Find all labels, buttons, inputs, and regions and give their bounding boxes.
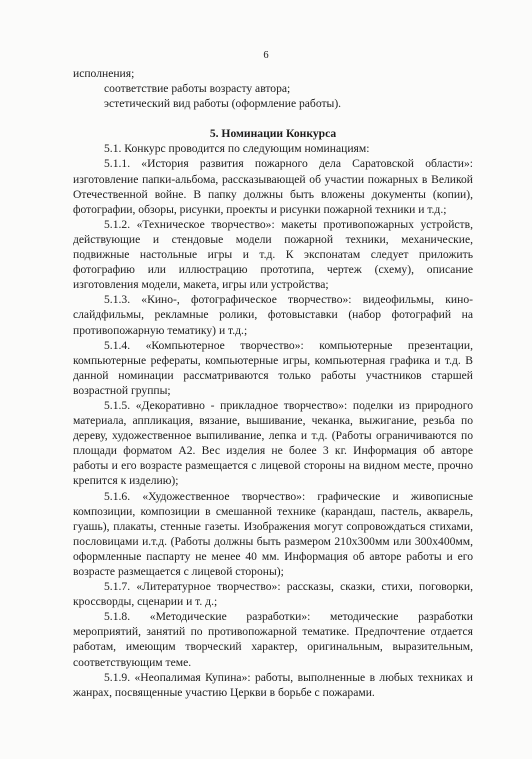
paragraph-5-1-6: 5.1.6. «Художественное творчество»: графические и живописные композиции, композиции в смешанной технике (карандаш, пастель, акварель, гуашь), плакаты, стенные газеты. Изображения могут сопровождаться стихами, пословицами и.т.д. (Работы должны быть размером 210х300мм или 300х400мм, оформленные паспарту не менее 40 мм. Информация об авторе работы и его возрасте размещается с лицевой стороны); — [73, 489, 473, 578]
page-number: 6 — [263, 50, 269, 61]
paragraph-5-1-4: 5.1.4. «Компьютерное творчество»: компьютерные презентации, компьютерные рефераты, компьютерные игры, компьютерная графика и т.д. В данной номинации рассматриваются только работы участников старшей возрастной группы; — [73, 338, 473, 397]
section-title: 5. Номинации Конкурса — [209, 127, 337, 141]
paragraph-5-1: 5.1. Конкурс проводится по следующим номинациям: — [104, 142, 370, 156]
paragraph-5-1-1: 5.1.1. «История развития пожарного дела Саратовской области»: изготовление папки-альбома, рассказывающей об участии пожарных в Великой Отечественной войне. В папку должны быть вложены документы (копии), фотографии, обзоры, рисунки, проекты и рисунки пожарной техники и т.д.; — [73, 157, 473, 216]
paragraph-5-1-3: 5.1.3. «Кино-, фотографическое творчество»: видеофильмы, кино-слайдфильмы, рекламные ролики, фотовыставки (набор фотографий на противопожарную тематику) и т.д.; — [73, 293, 473, 337]
paragraph-5-1-5: 5.1.5. «Декоративно - прикладное творчество»: поделки из природного материала, аппликация, вязание, вышивание, чеканка, выжигание, резьба по дереву, художественное выпиливание, лепка и т.д. (Работы ограничиваются по площади форматом А2. Вес изделия не более 3 кг. Информация об авторе работы и его возрасте размещается с лицевой стороны на видном месте, прочно крепится к изделию); — [73, 398, 473, 488]
intro-line: эстетический вид работы (оформление работы). — [104, 97, 342, 111]
paragraph-5-1-7: 5.1.7. «Литературное творчество»: рассказы, сказки, стихи, поговорки, кроссворды, сценарии и т. д.; — [73, 580, 473, 609]
paragraph-5-1-2: 5.1.2. «Техническое творчество»: макеты противопожарных устройств, действующие и стендовые модели пожарной техники, механические, подвижные настольные игры и т.д. К экспонатам следует приложить фотографию или иллюстрацию прототипа, чертеж (схему), описание изготовления модели, макета, игры или устройства; — [73, 217, 473, 292]
intro-line: соответствие работы возрасту автора; — [104, 82, 291, 96]
paragraph-5-1-8: 5.1.8. «Методические разработки»: методические разработки мероприятий, занятий по противопожарной тематике. Предпочтение отдается работам, имеющим творческий характер, оригинальным, выразительным, соответствующим теме. — [73, 610, 473, 669]
paragraph-5-1-9: 5.1.9. «Неопалимая Купина»: работы, выполненные в любых техниках и жанрах, посвященные участию Церкви в борьбе с пожарами. — [73, 670, 473, 699]
intro-line: исполнения; — [73, 67, 135, 80]
document-body — [73, 66, 473, 700]
